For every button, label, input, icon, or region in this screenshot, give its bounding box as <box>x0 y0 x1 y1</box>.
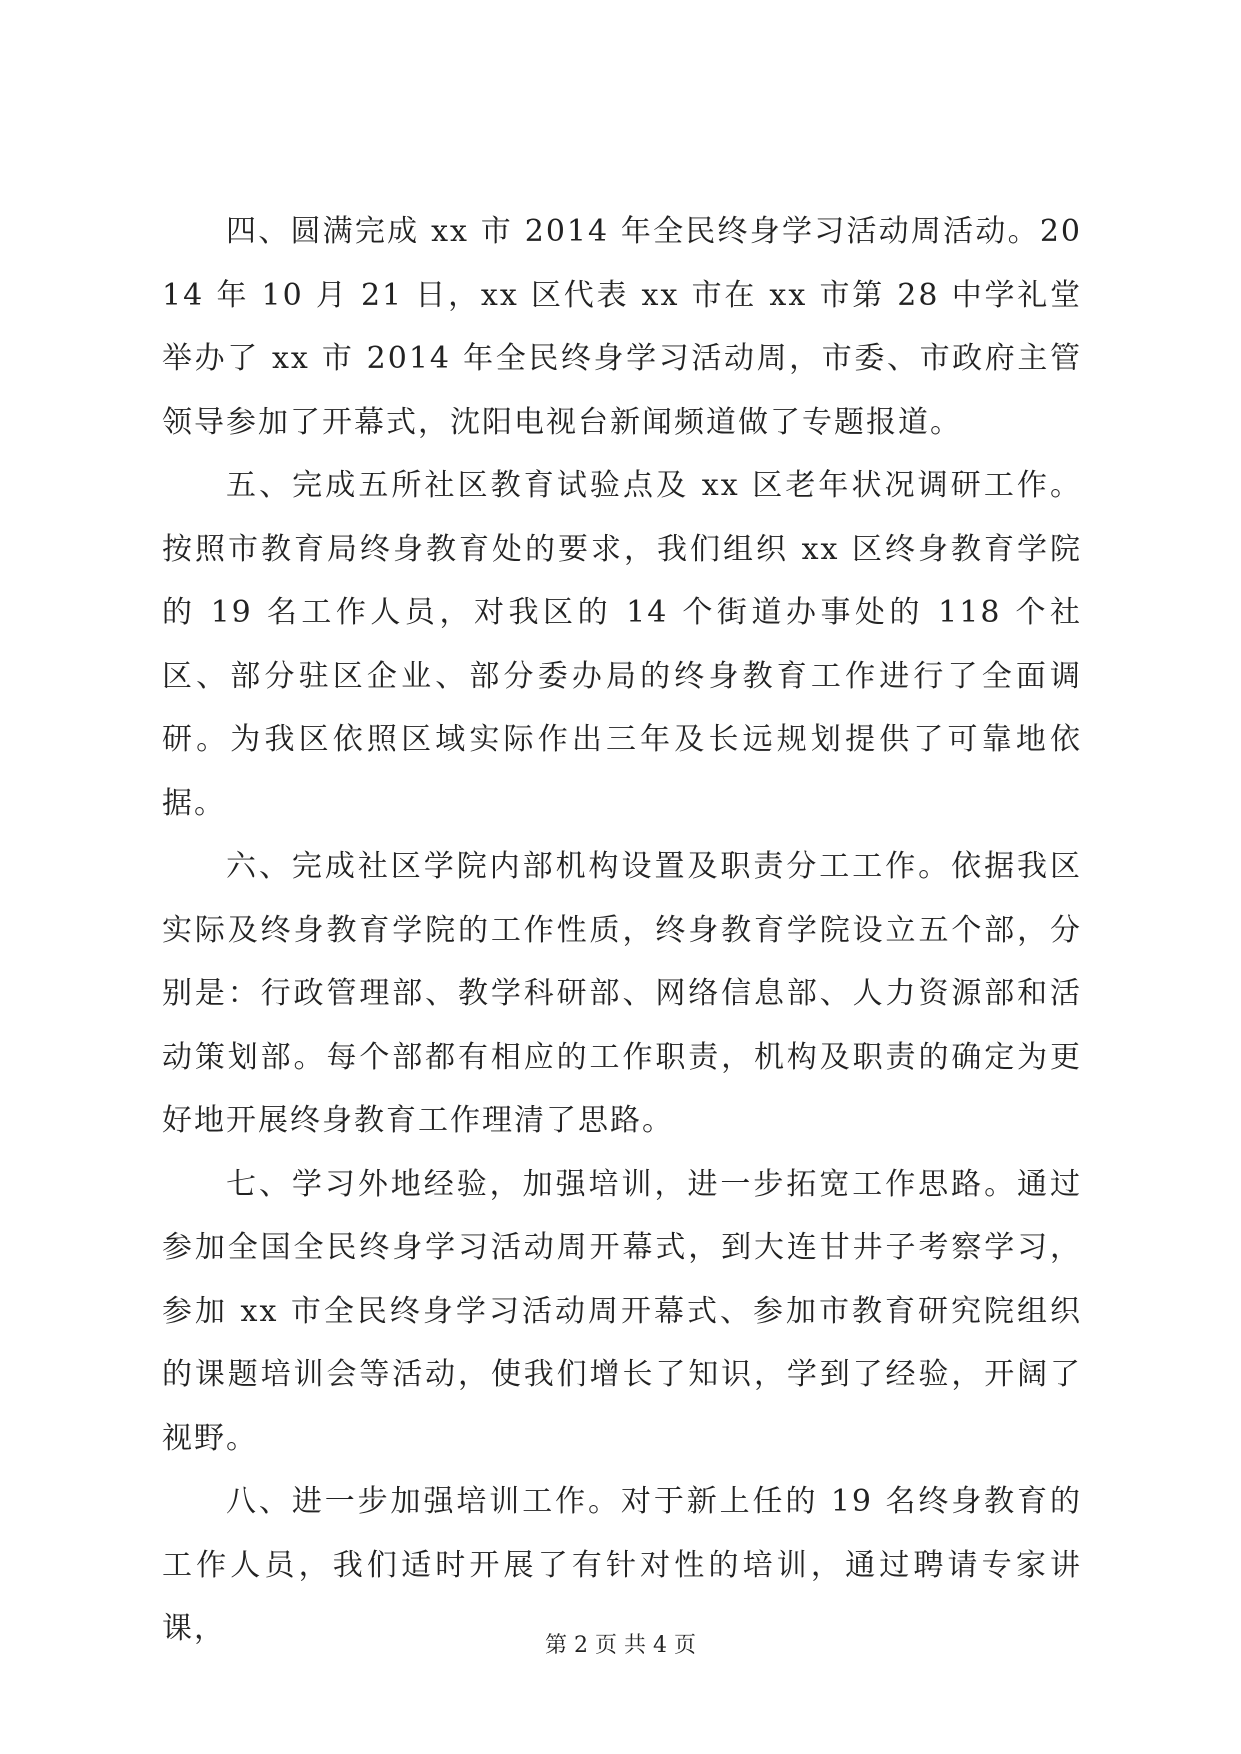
page-footer: 第 2 页 共 4 页 <box>545 1633 696 1658</box>
paragraph-4: 四、圆满完成 xx 市 2014 年全民终身学习活动周活动。2014 年 10 月 21 日，xx 区代表 xx 市在 xx 市第 28 中学礼堂举办了 xx 市 2014 年全民终身学习活动周，市委、市政府主管领导参加了开幕式，沈阳电视台新闻频道做了专题报道。 <box>162 214 1082 440</box>
paragraph-8: 八、进一步加强培训工作。对于新上任的 19 名终身教育的工作人员，我们适时开展了有针对性的培训，通过聘请专家讲课， <box>162 1484 1082 1646</box>
paragraph-7: 七、学习外地经验，加强培训，进一步拓宽工作思路。通过参加全国全民终身学习活动周开幕式，到大连甘井子考察学习，参加 xx 市全民终身学习活动周开幕式、参加市教育研究院组织的课题培训会等活动，使我们增长了知识，学到了经验，开阔了视野。 <box>162 1166 1082 1456</box>
paragraph-5: 五、完成五所社区教育试验点及 xx 区老年状况调研工作。按照市教育局终身教育处的要求，我们组织 xx 区终身教育学院的 19 名工作人员，对我区的 14 个街道办事处的 118 个社区、部分驻区企业、部分委办局的终身教育工作进行了全面调研。为我区依照区域实际作出三年及长远规划提供了可靠地依据。 <box>162 468 1082 821</box>
paragraph-6: 六、完成社区学院内部机构设置及职责分工工作。依据我区实际及终身教育学院的工作性质，终身教育学院设立五个部，分别是：行政管理部、教学科研部、网络信息部、人力资源部和活动策划部。每个部都有相应的工作职责，机构及职责的确定为更好地开展终身教育工作理清了思路。 <box>162 849 1082 1138</box>
document-body <box>162 200 1082 1661</box>
